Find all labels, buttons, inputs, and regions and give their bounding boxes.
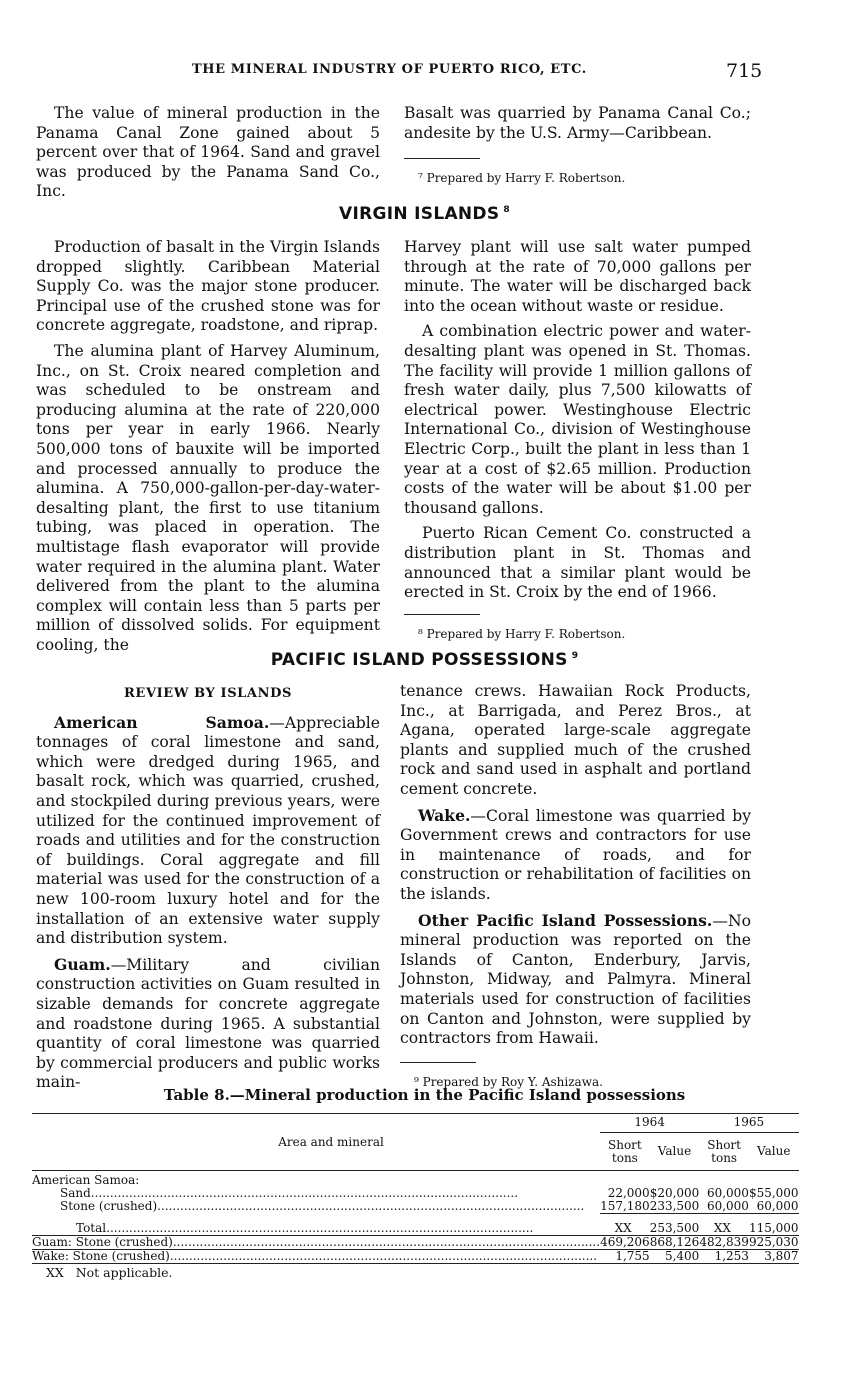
col-header-tons: Short tons	[608, 1138, 642, 1165]
cell: 868,126	[649, 1235, 700, 1249]
subheading-review: REVIEW BY ISLANDS	[124, 686, 292, 701]
paragraph-american-samoa: American Samoa.—Appreciable tonnages of coral limestone and sand, which were dredged during 1965, and basalt rock, which was quarried, crushed, and stockpiled during previous years, were utilized for the continued improvement of roads and utilities and for the construction of buildings. Coral aggregate and fill material was used for the construction of a new 100-room luxury hotel and for the installation of an extensive water supply and distribution system.	[36, 712, 380, 948]
col-header-value: Value	[757, 1144, 791, 1158]
cell: 233,500	[649, 1199, 700, 1213]
table-title: Table 8.—Mineral production in the Pacific Island possessions	[163, 1086, 686, 1104]
table-row: Stone (crushed) ................................................................................................................ 157,180 233,500 60,000 60,000	[60, 1199, 799, 1214]
panama-paragraph-continued: Basalt was quarried by Panama Canal Co.; andesite by the U.S. Army—Caribbean.	[404, 104, 751, 142]
paragraph: The alumina plant of Harvey Aluminum, Inc., on St. Croix neared completion and was scheduled to be onstream and producing alumina at the rate of 220,000 tons per year in early 1966. Nearly 500,000 tons of bauxite will be imported and processed annually to produce the alumina. A 750,000-gallon-per-day-water-desalting plant, the first to use titanium tubing, was placed in operation. The multistage flash evaporator will provide water required in the alumina plant. Water delivered from the plant to the alumina complex will contain less than 5 parts per million of dissolved solids. For equipment cooling, the	[36, 341, 380, 654]
cell: XX	[713, 1221, 731, 1235]
cell: 5,400	[664, 1249, 700, 1263]
row-label: Stone (crushed)	[60, 1199, 158, 1214]
table-row: Sand ................................................................................................................ 22,000 $20,000 60,000 $55,000	[60, 1186, 799, 1200]
section-heading-virgin-islands	[0, 204, 849, 224]
paragraph: tenance crews. Hawaiian Rock Products, Inc., at Barrigada, and Perez Bros., at Agana, operated large-scale aggregate plants and supplied much of the crushed rock and sand used in asphalt and portland cement concrete.	[400, 682, 751, 798]
running-head: THE MINERAL INDUSTRY OF PUERTO RICO, ETC.	[192, 62, 587, 77]
panama-right-column	[404, 104, 751, 185]
pacific-right-column	[400, 682, 751, 1089]
cell: 482,839	[699, 1235, 749, 1249]
section-title: PACIFIC ISLAND POSSESSIONS	[270, 650, 568, 670]
paragraph: A combination electric power and water-desalting plant was opened in St. Thomas. The facility will provide 1 million gallons of fresh water daily, plus 7,500 kilowatts of electrical power. Westinghouse Electric International Co., division of Westinghouse Electric Corp., built the plant in less than 1 year at a cost of $2.65 million. Production costs of the water will be about $1.00 per thousand gallons.	[404, 322, 751, 517]
table-row: Wake: Stone (crushed) ................................................................................................................ 1,755 5,400 1,253 3,807	[32, 1249, 799, 1263]
run-in-heading: Wake.	[418, 805, 471, 825]
cell: 60,000	[749, 1200, 799, 1214]
footnote-rule	[400, 1062, 476, 1063]
paragraph: Puerto Rican Cement Co. constructed a distribution plant in St. Thomas and announced that a similar plant would be erected in St. Croix by the end of 1966.	[404, 524, 751, 602]
cell: 469,206	[600, 1235, 650, 1249]
footnote-8: ⁸ Prepared by Harry F. Robertson.	[418, 626, 626, 641]
row-label: Total	[76, 1220, 107, 1235]
virgin-right-column	[404, 238, 751, 641]
mineral-production-table	[32, 1113, 799, 1264]
panama-left-column	[36, 104, 380, 202]
paragraph-wake: Wake.—Coral limestone was quarried by Government crews and contractors for use in maintenance of roads, and for construction or rehabilitation of facilities on the islands.	[400, 805, 751, 903]
cell: $55,000	[748, 1186, 799, 1200]
cell: 60,000	[699, 1200, 749, 1214]
run-in-heading: Other Pacific Island Possessions.	[418, 910, 713, 930]
footnote-ref: 8	[503, 205, 510, 215]
table-row-total: Total ................................................................................................................ XX 253,500 XX 115,000	[32, 1214, 799, 1236]
paragraph-guam: Guam.—Military and civilian construction activities on Guam resulted in sizable demands for concrete aggregate and roadstone during 1965. A substantial quantity of coral limestone was quarried by commercial producers and public works main-	[36, 954, 380, 1092]
stub-header: Area and mineral	[32, 1114, 600, 1171]
table-note: XX Not applicable.	[46, 1265, 173, 1280]
footnote-9: ⁹ Prepared by Roy Y. Ashizawa.	[414, 1074, 603, 1089]
row-label: Wake: Stone (crushed)	[32, 1249, 170, 1263]
col-header-value: Value	[657, 1144, 692, 1158]
panama-paragraph: The value of mineral production in the Panama Canal Zone gained about 5 percent over that of 1964. Sand and gravel was produced by the Panama Sand Co., Inc.	[36, 104, 380, 201]
cell: XX	[614, 1221, 632, 1235]
col-header-tons: Short tons	[707, 1137, 741, 1165]
section-title: VIRGIN ISLANDS	[339, 204, 500, 224]
cell: 157,180	[600, 1199, 650, 1213]
run-in-heading: Guam.	[54, 954, 111, 974]
row-label: Sand	[60, 1186, 91, 1200]
group-label: American Samoa:	[32, 1173, 140, 1187]
footnote-rule	[404, 158, 480, 159]
paragraph: Production of basalt in the Virgin Islands dropped slightly. Caribbean Material Supply Co. was the major stone producer. Principal use of the crushed stone was for concrete aggregate, roadstone, and riprap.	[36, 238, 380, 335]
section-heading-pacific	[0, 650, 849, 670]
cell: 1,253	[714, 1249, 749, 1263]
virgin-left-column	[36, 238, 380, 655]
footnote-ref: 9	[571, 651, 579, 661]
cell: 3,807	[764, 1249, 799, 1263]
cell: 925,030	[748, 1235, 799, 1249]
run-in-heading: American Samoa.	[54, 712, 270, 732]
paragraph: Harvey plant will use salt water pumped through at the rate of 70,000 gallons per minute. The water will be discharged back into the ocean without waste or residue.	[404, 238, 751, 315]
page-number: 715	[726, 60, 763, 82]
row-label: Guam: Stone (crushed)	[32, 1235, 173, 1249]
table-row-group	[32, 1171, 799, 1188]
paragraph-other: Other Pacific Island Possessions.—No mineral production was reported on the Islands of Canton, Enderbury, Jarvis, Johnston, Midway, and Palmyra. Mineral materials used for construction of facilities on Canton and Johnston, were supplied by contractors from Hawaii.	[400, 910, 751, 1048]
footnote-rule	[404, 614, 480, 615]
footnote-7: ⁷ Prepared by Harry F. Robertson.	[418, 171, 626, 186]
pacific-left-column	[36, 684, 380, 1093]
cell: $20,000	[649, 1186, 700, 1200]
table-row: Guam: Stone (crushed) ................................................................................................................ 469,206 868,126 482,839 925,030	[32, 1235, 799, 1249]
cell: 1,755	[615, 1249, 650, 1263]
cell: 253,500	[649, 1221, 700, 1235]
cell: 115,000	[748, 1221, 799, 1235]
year-header-1964: 1964	[600, 1114, 699, 1133]
year-header-1965: 1965	[699, 1114, 798, 1133]
cell: 22,000	[607, 1186, 650, 1200]
cell: 60,000	[706, 1186, 749, 1200]
